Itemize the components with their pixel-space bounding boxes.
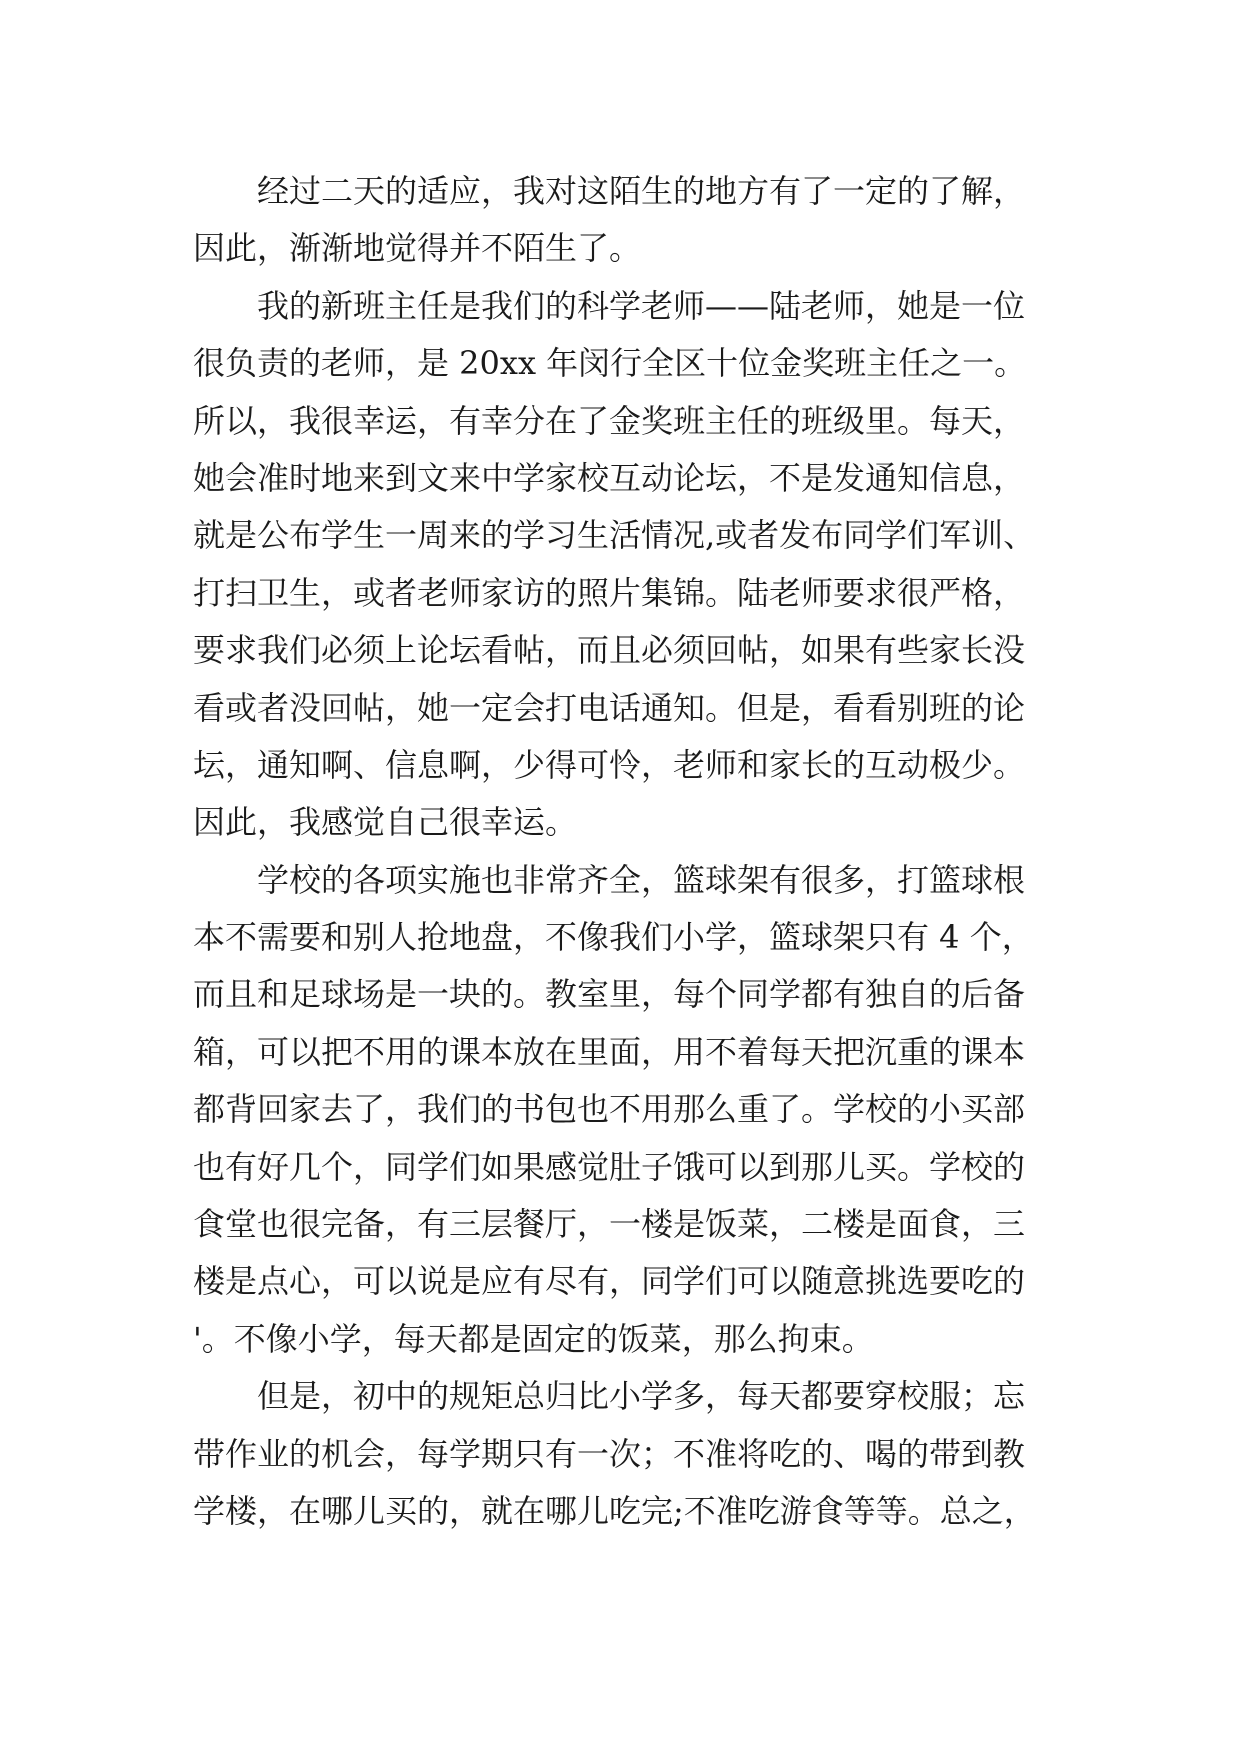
paragraph-3-line-9: '。不像小学，每天都是固定的饭菜，那么拘束。 — [193, 1319, 874, 1358]
paragraph-2-line-10: 因此，我感觉自己很幸运。 — [193, 803, 578, 842]
paragraph-1-line-2: 因此，渐渐地觉得并不陌生了。 — [193, 229, 642, 268]
paragraph-3-line-8: 楼是点心，可以说是应有尽有，同学们可以随意挑选要吃的 — [193, 1262, 1026, 1301]
paragraph-3-line-5: 都背回家去了，我们的书包也不用那么重了。学校的小买部 — [193, 1090, 1026, 1129]
paragraph-2-line-1: 我的新班主任是我们的科学老师——陆老师，她是一位 — [257, 286, 1026, 325]
paragraph-2-line-4: 她会准时地来到文来中学家校互动论坛，不是发通知信息， — [193, 458, 1026, 497]
paragraph-3-line-3: 而且和足球场是一块的。教室里，每个同学都有独自的后备 — [193, 975, 1026, 1014]
document-body — [193, 163, 1053, 1540]
paragraph-4-line-1: 但是，初中的规矩总归比小学多，每天都要穿校服；忘 — [257, 1377, 1026, 1416]
paragraph-4-line-3: 学楼，在哪儿买的，就在哪儿吃完;不准吃游食等等。总之， — [193, 1491, 1036, 1530]
paragraph-2-line-5: 就是公布学生一周来的学习生活情况,或者发布同学们军训、 — [193, 516, 1036, 555]
paragraph-2-line-7: 要求我们必须上论坛看帖，而且必须回帖，如果有些家长没 — [193, 631, 1026, 670]
paragraph-2-line-6: 打扫卫生，或者老师家访的照片集锦。陆老师要求很严格， — [193, 573, 1026, 612]
paragraph-2-line-8: 看或者没回帖，她一定会打电话通知。但是，看看别班的论 — [193, 688, 1026, 727]
paragraph-2-line-9: 坛，通知啊、信息啊，少得可怜，老师和家长的互动极少。 — [193, 745, 1026, 784]
paragraph-3-line-7: 食堂也很完备，有三层餐厅，一楼是饭菜，二楼是面食，三 — [193, 1205, 1026, 1244]
paragraph-2-line-3: 所以，我很幸运，有幸分在了金奖班主任的班级里。每天， — [193, 401, 1026, 440]
paragraph-3-line-4: 箱，可以把不用的课本放在里面，用不着每天把沉重的课本 — [193, 1032, 1026, 1071]
paragraph-3-line-2: 本不需要和别人抢地盘，不像我们小学，篮球架只有 4 个， — [193, 918, 1034, 957]
paragraph-2-line-2: 很负责的老师，是 20xx 年闵行全区十位金奖班主任之一。 — [193, 344, 1027, 383]
paragraph-1-line-1: 经过二天的适应，我对这陌生的地方有了一定的了解， — [257, 172, 1026, 210]
paragraph-4-line-2: 带作业的机会，每学期只有一次；不准将吃的、喝的带到教 — [193, 1434, 1026, 1473]
paragraph-3-line-6: 也有好几个，同学们如果感觉肚子饿可以到那儿买。学校的 — [193, 1147, 1026, 1186]
paragraph-3-line-1: 学校的各项实施也非常齐全，篮球架有很多，打篮球根 — [257, 860, 1026, 899]
